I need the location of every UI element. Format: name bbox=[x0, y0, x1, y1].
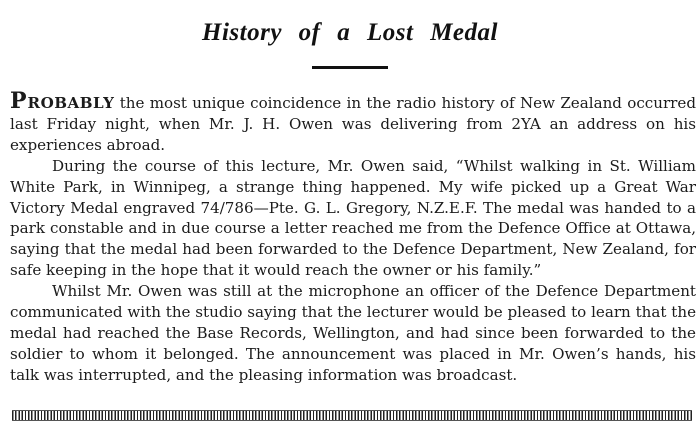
decorative-border bbox=[12, 410, 692, 421]
paragraph-3: Whilst Mr. Owen was still at the microphone an officer of the Defence Department communicated with the studio saying that the lecturer would be pleased to learn that the medal had reached the Base Records, Wellington, and had since been forwarded to the soldier to whom it belonged. The announcement was placed in Mr. Owen’s hands, his talk was interrupted, and the pleasing information was broadcast. bbox=[10, 282, 696, 384]
article-body bbox=[10, 90, 696, 386]
title-divider bbox=[312, 66, 388, 69]
paragraph-1-text: the most unique coincidence in the radio history of New Zealand occurred last Friday night, when Mr. J. H. Owen was delivering from 2YA an address on his experiences abroad. bbox=[10, 94, 696, 154]
lead-in-caps: ROBABLY bbox=[27, 94, 115, 112]
paragraph-1 bbox=[10, 90, 696, 156]
paragraph-2: During the course of this lecture, Mr. Owen said, “Whilst walking in St. William White Park, in Winnipeg, a strange thing happened. My wife picked up a Great War Victory Medal engraved 74/786—Pte. G. L. Gregory, N.Z.E.F. The medal was handed to a park constable and in due course a letter reached me from the Defence Office at Ottawa, saying that the medal had been forwarded to the Defence Department, New Zealand, for safe keeping in the hope that it would reach the owner or his family.” bbox=[10, 156, 696, 280]
article-title: History of a Lost Medal bbox=[202, 19, 498, 46]
drop-cap: P bbox=[10, 88, 28, 114]
